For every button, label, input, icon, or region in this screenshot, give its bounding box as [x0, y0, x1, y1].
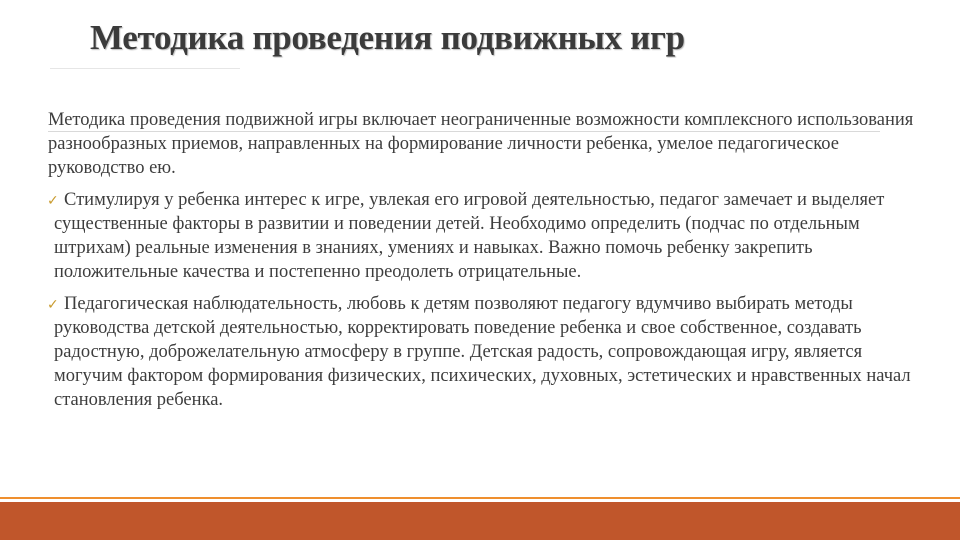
checkmark-icon: ✓ — [47, 193, 59, 209]
bullet-item — [48, 292, 918, 412]
footer-bar — [0, 502, 960, 540]
footer-accent-line — [0, 497, 960, 499]
slide-title: Методика проведения подвижных игр — [90, 18, 685, 57]
bullet-text: Стимулируя у ребенка интерес к игре, увлекая его игровой деятельностью, педагог замечает и выделяет существенные факторы в развитии и поведении детей. Необходимо определить (подчас по отдельным штрихам) реальные изменения в знаниях, умениях и навыках. Важно помочь ребенку закрепить положительные качества и постепенно преодолеть отрицательные. — [54, 190, 885, 282]
checkmark-icon: ✓ — [47, 297, 59, 313]
bullet-text: Педагогическая наблюдательность, любовь к детям позволяют педагогу вдумчиво выбирать методы руководства детской деятельностью, корректировать поведение ребенка и свое собственное, создавать радостную, доброжелательную атмосферу в группе. Детская радость, сопровождающая игру, является могучим фактором формирования физических, психических, духовных, эстетических и нравственных начал становления ребенка. — [54, 294, 911, 410]
intro-paragraph: Методика проведения подвижной игры включает неограниченные возможности комплексного использования разнообразных приемов, направленных на формирование личности ребенка, умелое педагогическое руководство ею. — [48, 110, 914, 178]
bullet-item — [48, 188, 918, 284]
title-divider — [50, 68, 240, 69]
slide-content — [48, 108, 918, 420]
